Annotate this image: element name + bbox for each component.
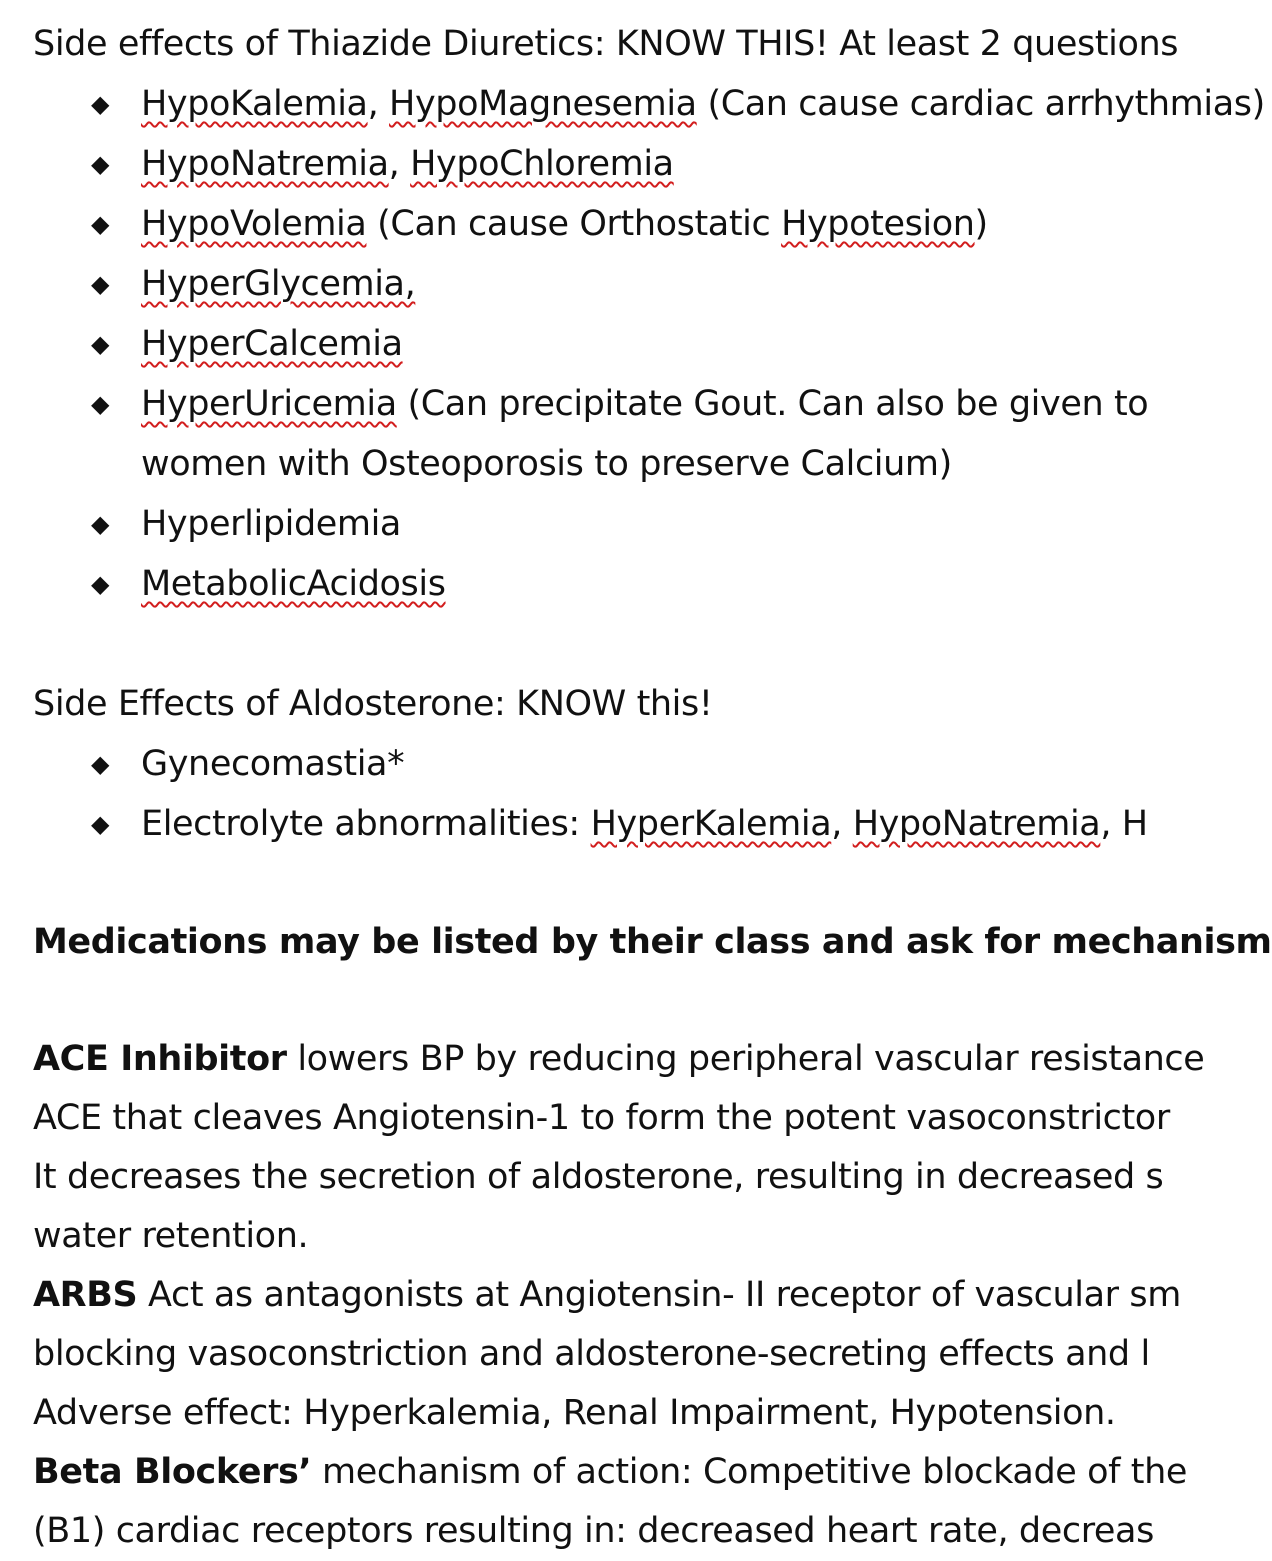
paragraph-line — [33, 1266, 1181, 1325]
misspelled-word: HyperCalcemia — [141, 324, 403, 364]
list-item-text: Hyperlipidemia — [141, 504, 401, 544]
list-item-continuation: women with Osteoporosis to preserve Calcium) — [141, 444, 952, 484]
paragraph-line: It decreases the secretion of aldosterone, resulting in decreased s — [33, 1157, 1164, 1197]
paragraph-line — [33, 1443, 1188, 1502]
list-item-text: Electrolyte abnormalities: — [141, 804, 591, 844]
aldosterone-heading: Side Effects of Aldosterone: KNOW this! — [33, 684, 713, 724]
list-item-text: , — [831, 804, 853, 844]
list-item — [33, 254, 1140, 314]
paragraph-line: Adverse effect: Hyperkalemia, Renal Impairment, Hypotension. — [33, 1393, 1116, 1433]
diamond-bullet-icon: ◆ — [91, 510, 110, 538]
document-page — [33, 14, 1272, 1554]
paragraph-text: Act as antagonists at Angiotensin- II receptor of vascular sm — [137, 1275, 1181, 1315]
misspelled-word: Hypotesion — [781, 204, 975, 244]
diamond-bullet-icon: ◆ — [91, 810, 110, 838]
list-item — [33, 314, 1140, 374]
list-item-text: , — [367, 84, 390, 124]
misspelled-word: HypoVolemia — [141, 204, 367, 244]
diamond-bullet-icon: ◆ — [91, 390, 110, 418]
diamond-bullet-icon: ◆ — [91, 270, 110, 298]
diamond-bullet-icon: ◆ — [91, 750, 110, 778]
misspelled-word: HypoNatremia — [852, 804, 1101, 844]
thiazide-list — [33, 74, 1265, 614]
blank-line — [33, 614, 1140, 674]
misspelled-word: HypoChloremia — [410, 144, 674, 184]
drug-class-label: ACE Inhibitor — [33, 1039, 287, 1079]
paragraph-line: blocking vasoconstriction and aldosterone-secreting effects and l — [33, 1334, 1150, 1374]
list-item — [33, 194, 1140, 254]
list-item-text: (Can cause Orthostatic — [366, 204, 782, 244]
list-item — [33, 734, 1140, 794]
list-item — [33, 794, 1148, 854]
paragraph-text: mechanism of action: Competitive blockade of the — [311, 1452, 1188, 1492]
list-item-text: , — [388, 144, 411, 184]
ace-inhibitor-paragraph — [33, 1030, 1205, 1266]
blank-line — [33, 972, 1140, 1030]
diamond-bullet-icon: ◆ — [91, 330, 110, 358]
diamond-bullet-icon: ◆ — [91, 150, 110, 178]
medications-note: Medications may be listed by their class and ask for mechanism — [33, 922, 1272, 962]
diamond-bullet-icon: ◆ — [91, 90, 110, 118]
list-item — [33, 74, 1265, 134]
misspelled-word: HyperGlycemia, — [141, 264, 416, 304]
paragraph-line: ACE that cleaves Angiotensin-1 to form the potent vasoconstrictor — [33, 1098, 1170, 1138]
misspelled-word: MetabolicAcidosis — [141, 564, 446, 604]
diamond-bullet-icon: ◆ — [91, 210, 110, 238]
list-item-text: ) — [974, 204, 988, 244]
paragraph-line: water retention. — [33, 1216, 309, 1256]
misspelled-word: HypoKalemia — [141, 84, 368, 124]
blank-line — [33, 854, 1140, 912]
paragraph-line — [33, 1030, 1205, 1089]
misspelled-word: HyperKalemia — [590, 804, 832, 844]
list-item — [33, 554, 1140, 614]
list-item-text: (Can precipitate Gout. Can also be given to — [396, 384, 1149, 424]
list-item-text: , H — [1100, 804, 1148, 844]
paragraph-line: (B1) cardiac receptors resulting in: decreased heart rate, decreas — [33, 1511, 1154, 1551]
list-item — [33, 494, 1140, 554]
thiazide-heading: Side effects of Thiazide Diuretics: KNOW THIS! At least 2 questions — [33, 24, 1179, 64]
misspelled-word: HypoMagnesemia — [389, 84, 697, 124]
misspelled-word: HypoNatremia — [141, 144, 389, 184]
list-item-text: Gynecomastia* — [141, 744, 405, 784]
misspelled-word: HyperUricemia — [141, 384, 397, 424]
beta-blockers-paragraph — [33, 1443, 1188, 1561]
drug-class-label: ARBS — [33, 1275, 138, 1315]
aldosterone-list — [33, 734, 1148, 854]
list-item — [33, 134, 1140, 194]
list-item — [33, 374, 1149, 434]
drug-class-label: Beta Blockers’ — [33, 1452, 312, 1492]
arbs-paragraph — [33, 1266, 1181, 1443]
diamond-bullet-icon: ◆ — [91, 570, 110, 598]
paragraph-text: lowers BP by reducing peripheral vascular resistance — [286, 1039, 1205, 1079]
list-item-text: (Can cause cardiac arrhythmias) — [696, 84, 1265, 124]
